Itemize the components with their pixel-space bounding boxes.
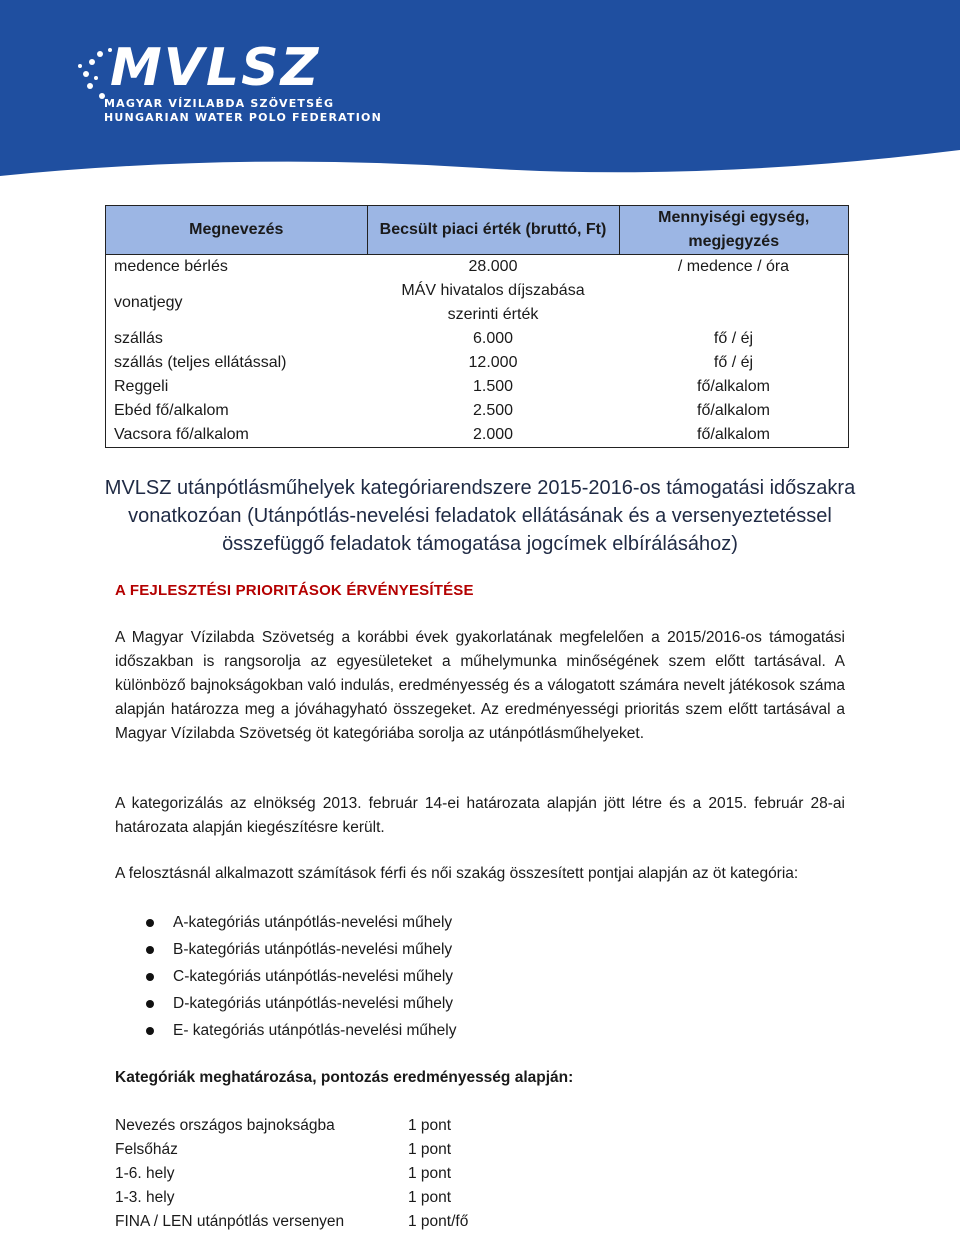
cell-name: medence bérlés xyxy=(106,255,368,280)
scoring-points: 1 pont xyxy=(408,1117,452,1134)
list-item-label: A-kategóriás utánpótlás-nevelési műhely xyxy=(173,914,453,931)
list-item-label: C-kategóriás utánpótlás-nevelési műhely xyxy=(173,968,454,985)
list-item-label: B-kategóriás utánpótlás-nevelési műhely xyxy=(173,941,453,958)
bullet-icon xyxy=(146,1027,154,1035)
table-row xyxy=(106,279,849,327)
logo-text: MVLSZ xyxy=(110,38,321,98)
cell-name: Ebéd fő/alkalom xyxy=(106,399,368,423)
cell-name: szállás xyxy=(106,327,368,351)
scoring-criterion: 1-3. hely xyxy=(115,1189,175,1206)
table-row xyxy=(115,1186,468,1210)
bullet-icon xyxy=(146,946,154,954)
scoring-criterion: Felsőház xyxy=(115,1141,178,1158)
list-item-label: D-kategóriás utánpótlás-nevelési műhely xyxy=(173,995,454,1012)
header-name: Megnevezés xyxy=(106,206,368,255)
document-title: MVLSZ utánpótlásműhelyek kategóriarendszere 2015-2016-os támogatási időszakra vonatkozóan (Utánpótlás-nevelési feladatok ellátásának és a versenyeztetéssel összefüggő feladatok támogatása jogcímek elbírálásához) xyxy=(104,477,856,555)
table-row xyxy=(106,375,849,399)
cell-unit: fő / éj xyxy=(619,351,849,375)
scoring-criterion: Nevezés országos bajnokságba xyxy=(115,1117,335,1134)
list-item xyxy=(115,936,456,963)
header-unit: Mennyiségi egység, megjegyzés xyxy=(619,206,849,255)
bullet-icon xyxy=(146,973,154,981)
scoring-criterion: 1-6. hely xyxy=(115,1165,175,1182)
cell-value: MÁV hivatalos díjszabása szerinti érték xyxy=(401,282,585,323)
org-name-en: HUNGARIAN WATER POLO FEDERATION xyxy=(104,111,382,124)
scoring-points: 1 pont/fő xyxy=(408,1213,469,1230)
bullet-icon xyxy=(146,919,154,927)
price-table-header xyxy=(106,206,849,255)
table-row xyxy=(106,351,849,375)
table-row xyxy=(115,1210,468,1234)
cell-value: 2.500 xyxy=(472,402,514,419)
paragraph-allocation: A felosztásnál alkalmazott számítások férfi és női szakág összesített pontjai alapján az öt kategória: xyxy=(115,865,799,882)
scoring-points: 1 pont xyxy=(408,1141,452,1158)
cell-value: 2.000 xyxy=(367,423,619,448)
scoring-points: 1 pont xyxy=(408,1165,452,1182)
table-row xyxy=(115,1114,468,1138)
price-table xyxy=(105,205,849,448)
list-item xyxy=(115,963,456,990)
list-item xyxy=(115,1017,456,1044)
cell-value: 12.000 xyxy=(468,354,518,371)
cell-unit: fő / éj xyxy=(619,327,849,351)
scoring-table xyxy=(115,1114,468,1234)
bullet-icon xyxy=(146,1000,154,1008)
section-heading: A FEJLESZTÉSI PRIORITÁSOK ÉRVÉNYESÍTÉSE xyxy=(115,582,474,599)
scoring-criterion: FINA / LEN utánpótlás versenyen xyxy=(115,1213,345,1230)
cell-unit: fő/alkalom xyxy=(619,423,849,448)
cell-value: 28.000 xyxy=(468,258,518,275)
cell-name: Vacsora fő/alkalom xyxy=(106,423,368,448)
scoring-points: 1 pont xyxy=(408,1189,452,1206)
cell-name: szállás (teljes ellátással) xyxy=(106,351,368,375)
list-item-label: E- kategóriás utánpótlás-nevelési műhely xyxy=(173,1022,457,1039)
table-row xyxy=(106,399,849,423)
cell-value: 6.000 xyxy=(472,330,514,347)
cell-unit xyxy=(619,279,849,327)
cell-unit: fő/alkalom xyxy=(619,375,849,399)
table-row xyxy=(106,255,849,280)
header-value: Becsült piaci érték (bruttó, Ft) xyxy=(367,206,619,255)
cell-name: vonatjegy xyxy=(106,279,368,327)
paragraph-categorization: A kategorizálás az elnökség 2013. február 14-ei határozata alapján jött létre és a 2015. február 28-ai határozata alapján kiegészítésre került. xyxy=(115,795,845,836)
table-row xyxy=(106,423,849,448)
scoring-heading: Kategóriák meghatározása, pontozás eredményesség alapján: xyxy=(115,1069,574,1086)
cell-value: 1.500 xyxy=(472,378,514,395)
org-name-hu: MAGYAR VÍZILABDA SZÖVETSÉG xyxy=(104,97,335,110)
paragraph-priorities: A Magyar Vízilabda Szövetség a korábbi évek gyakorlatának megfelelően a 2015/2016-os támogatási időszakban is rangsorolja az egyesületeket a műhelymunka minőségének szem előtt tartásával. A különböző bajnokságokban való indulás, eredményesség és a válogatott számára nevelt játékosok száma alapján határozza meg a jóváhagyható összegeket. Az eredményességi prioritás szem előtt tartásával a Magyar Vízilabda Szövetség öt kategóriába sorolja az utánpótlásműhelyeket. xyxy=(115,629,845,742)
category-list xyxy=(115,909,456,1044)
table-row xyxy=(106,327,849,351)
table-row xyxy=(115,1138,468,1162)
cell-name: Reggeli xyxy=(106,375,368,399)
cell-unit: / medence / óra xyxy=(619,255,849,280)
list-item xyxy=(115,990,456,1017)
table-row xyxy=(115,1162,468,1186)
header-banner xyxy=(0,0,960,182)
cell-unit: fő/alkalom xyxy=(619,399,849,423)
list-item xyxy=(115,909,456,936)
